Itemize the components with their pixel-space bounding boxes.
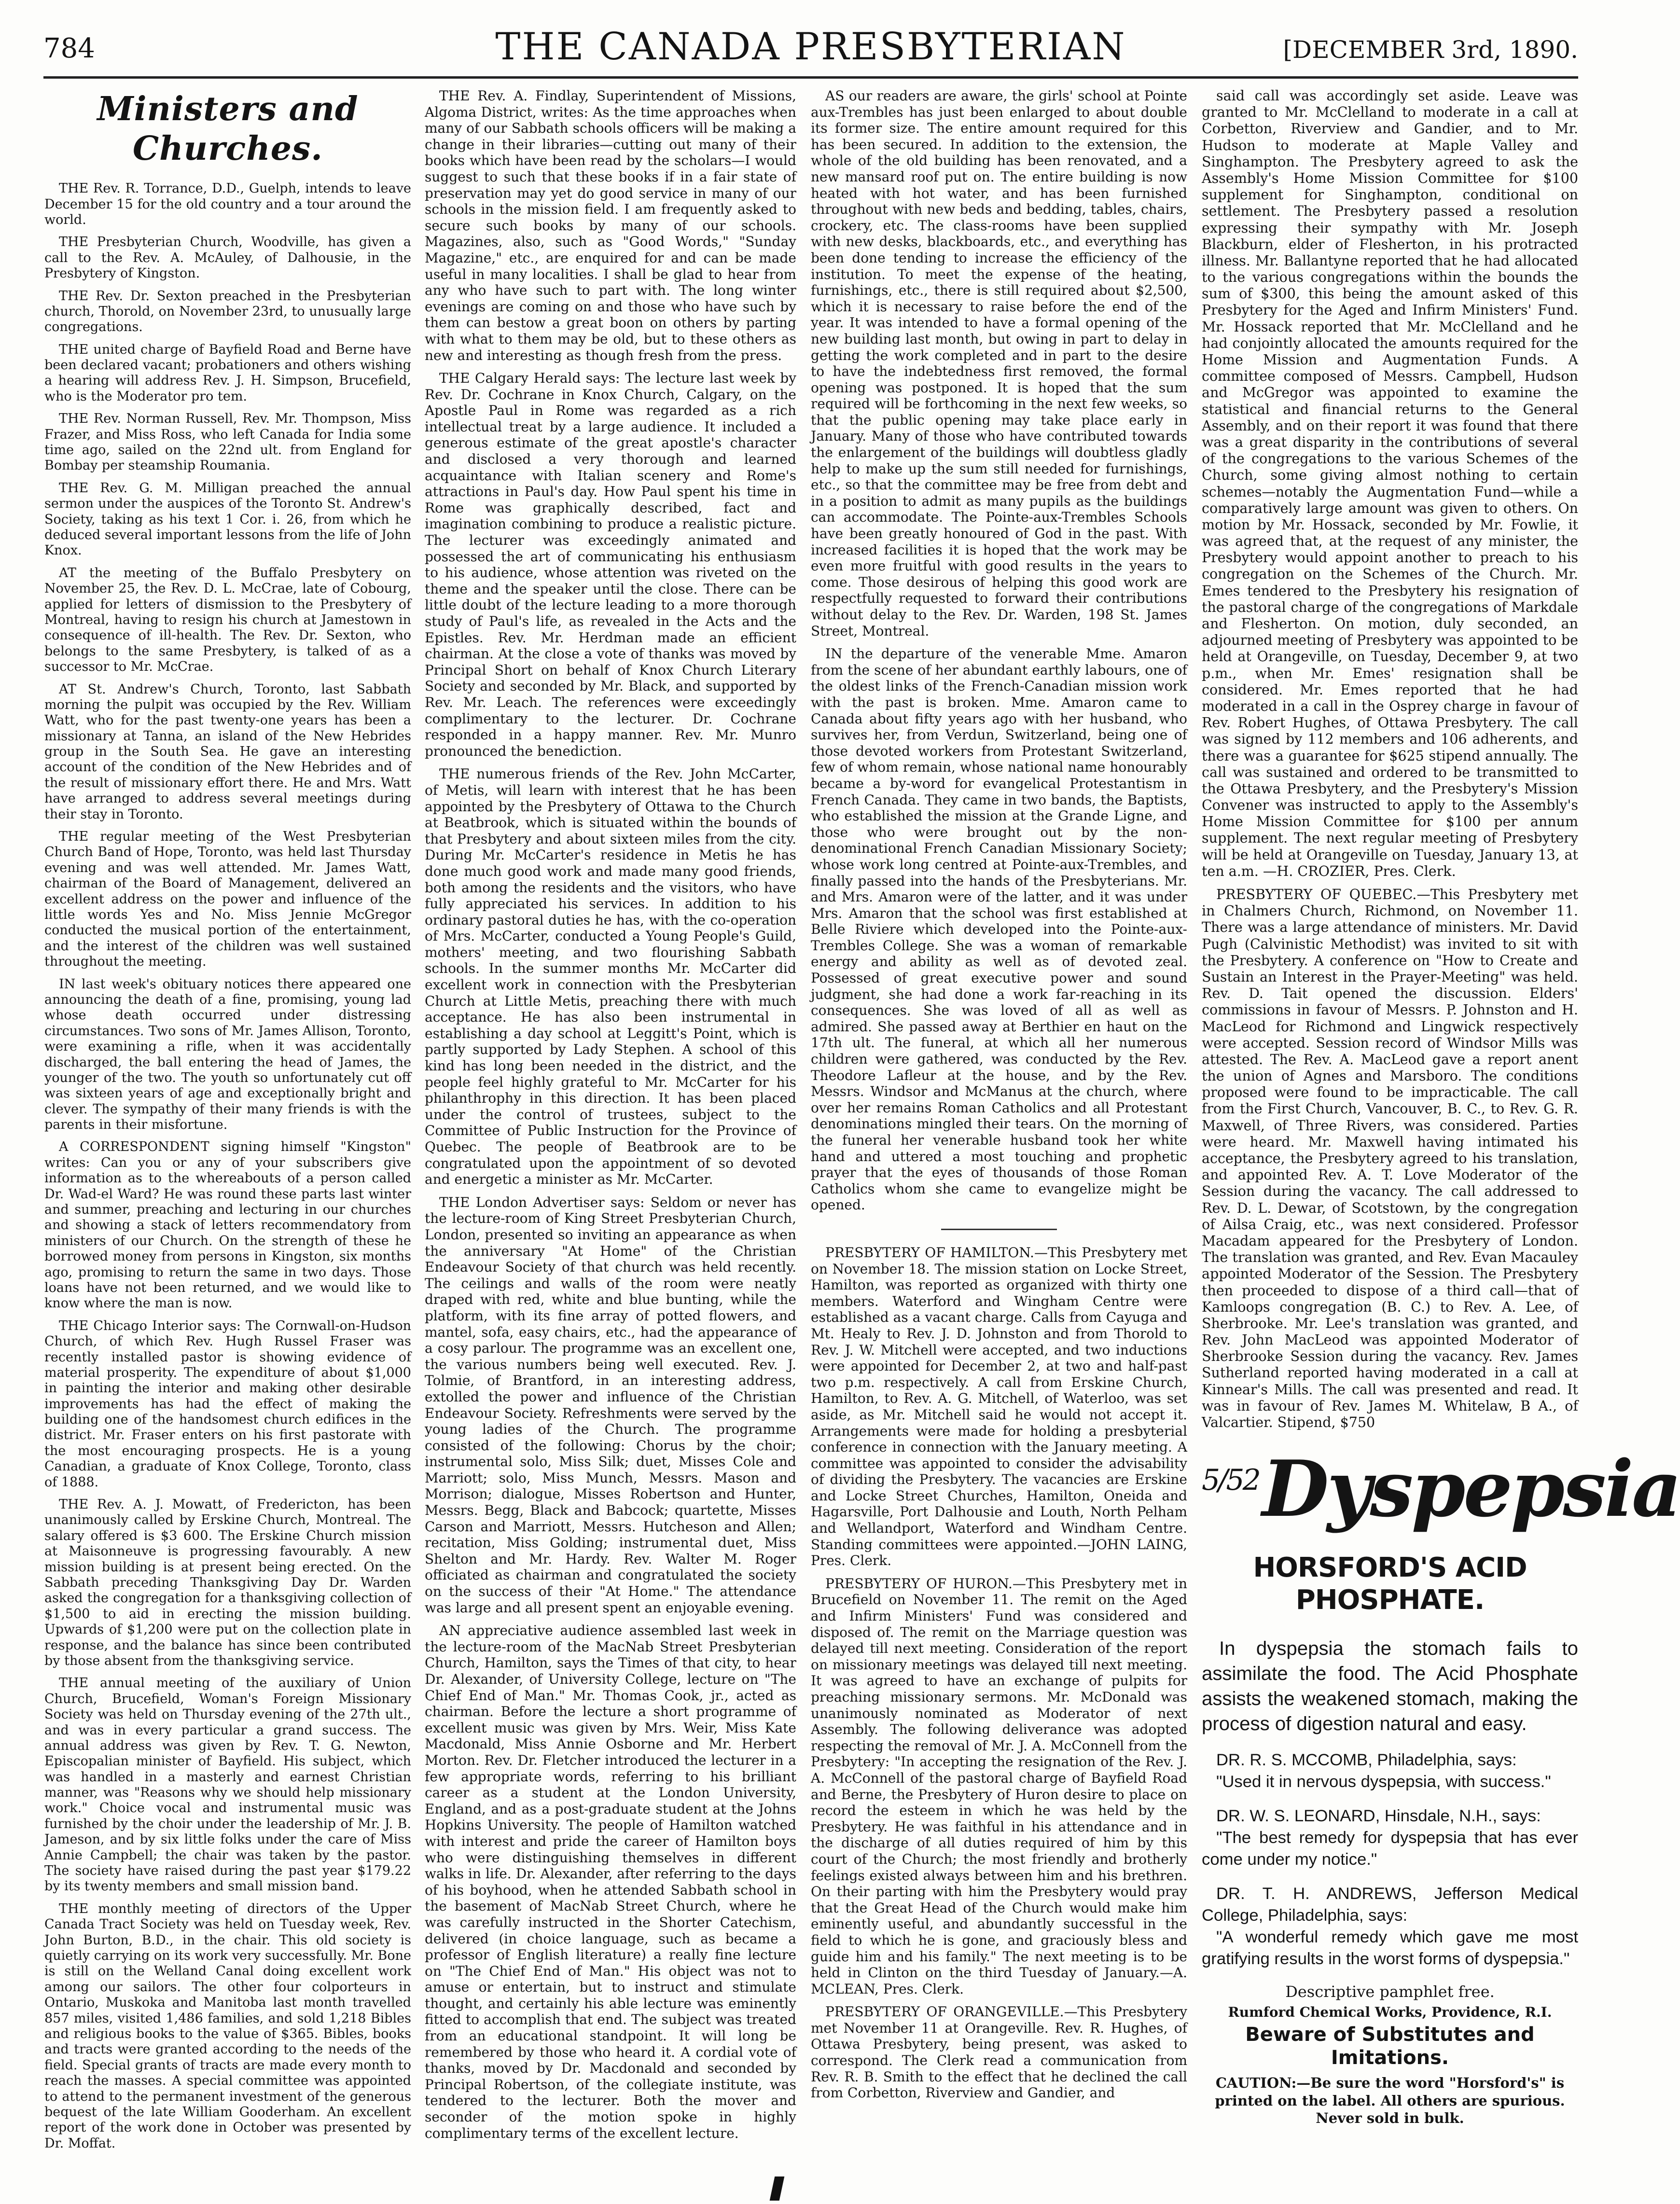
article-paragraph: THE regular meeting of the West Presbyterian Church Band of Hope, Toronto, was held last Thursday evening and was well attended. Mr. James Watt, chairman of the Board of Management, delivered an excellent address on the power and influence of the little words Yes and No. Miss Jennie McGregor conducted the musical portion of the entertainment, and the interest of the children was well sustained throughout the meeting. [44, 829, 411, 970]
ad-pamphlet-note: Descriptive pamphlet free. [1285, 1982, 1495, 2001]
newspaper-title: THE CANADA PRESBYTERIAN [495, 25, 1126, 69]
ad-testimonial-quote: "A wonderful remedy which gave me most gratifying results in the worst forms of dyspepsia." [1202, 1928, 1578, 1968]
column-4 [1202, 88, 1680, 2127]
article-paragraph: THE Calgary Herald says: The lecture last week by Rev. Dr. Cochrane in Knox Church, Calgary, on the Apostle Paul in Rome was regarded as a rich intellectual treat by a large audience. It included a generous estimate of the great apostle's character and disclosed a very thorough and learned acquaintance with Italian scenery and Rome's attractions in Paul's day. How Paul spent his time in Rome was graphically described, fact and imagination combining to produce a realistic picture. The lecturer was exceedingly animated and possessed the art of communicating his enthusiasm to his audience, whose attention was riveted on the theme and the speaker until the close. There can be little doubt of the lecture leading to a more thorough study of Paul's life, as revealed in the Acts and the Epistles. Rev. Mr. Herdman made an efficient chairman. At the close a vote of thanks was moved by Principal Short on behalf of Knox Church Literary Society and seconded by Mr. Black, and supported by Rev. Mr. Leach. The references were exceedingly complimentary to the lecturer. Dr. Cochrane responded in a happy manner. Rev. Mr. Munro pronounced the benediction. [425, 370, 796, 759]
article-paragraph: PRESBYTERY OF ORANGEVILLE.—This Presbytery met November 11 at Orangeville. Rev. R. Hughes, of Ottawa Presbytery, being present, was asked to correspond. The Clerk read a communication from Rev. R. B. Smith to the effect that he declined the call from Corbetton, Riverview and Gandier, and [811, 2004, 1187, 2101]
ad-caution-notice: CAUTION:—Be sure the word "Horsford's" is printed on the label. All others are spurious. Never sold in bulk. [1215, 2075, 1565, 2126]
article-paragraph: A CORRESPONDENT signing himself "Kingston" writes: Can you or any of your subscribers give information as to the whereabouts of a person called Dr. Wad-el Ward? He was round these parts last winter and summer, preaching and lecturing in our churches and showing a stack of letters recommendatory from ministers of our Church. On the strength of these he borrowed money from persons in Kingston, six months ago, promising to return the same in two days. Those loans have not been returned, and we would like to know where the man is now. [44, 1139, 411, 1311]
article-paragraph: THE Rev. A. J. Mowatt, of Fredericton, has been unanimously called by Erskine Church, Montreal. The salary offered is $3 600. The Erskine Church mission at Maisonneuve is progressing favourably. A new mission building is at present being erected. On the Sabbath preceding Thanksgiving Day Dr. Warden asked the congregation for a thanksgiving collection of $1,500 to aid in erecting the mission building. Upwards of $1,200 were put on the collection plate in response, and the balance has since been contributed by those absent from the thanksgiving service. [44, 1497, 411, 1668]
dyspepsia-advertisement [1202, 1443, 1680, 2127]
article-paragraph: THE monthly meeting of directors of the Upper Canada Tract Society was held on Tuesday week, Rev. John Burton, B.D., in the chair. This old society is quietly carrying on its work very successfully. Mr. Bone is still on the Welland Canal doing excellent work among our sailors. The other four colporteurs in Ontario, Muskoka and Manitoba last month travelled 857 miles, visited 1,486 families, and sold 1,218 Bibles and religious books to the value of $365. Bibles, books and tracts were granted according to the needs of the field. Special grants of tracts are made every month to reach the masses. A special committee was appointed to attend to the permanent investment of the generous bequest of the late William Gooderham. An excellent report of the work done in October was presented by Dr. Moffat. [44, 1901, 411, 2151]
ad-manufacturer: Rumford Chemical Works, Providence, R.I. [1228, 2004, 1552, 2020]
article-paragraph: THE Rev. Norman Russell, Rev. Mr. Thompson, Miss Frazer, and Miss Ross, who left Canada for India some time ago, sailed on the 22nd ult. from England for Bombay per steamship Roumania. [44, 411, 411, 473]
ad-brand: Dyspepsia [1262, 1443, 1680, 1535]
ad-beware-notice: Beware of Substitutes and Imitations. [1245, 2024, 1535, 2069]
article-paragraph: PRESBYTERY OF HURON.—This Presbytery met in Brucefield on November 11. The remit on the Aged and Infirm Ministers' Fund was considered and disposed of. The remit on the Marriage question was delayed till next meeting. Consideration of the report on missionary meetings was delayed till next meeting. It was agreed to have an exchange of pulpits for preaching missionary sermons. Mr. McDonald was unanimously nominated as Moderator of next Assembly. The following deliverance was adopted respecting the removal of Mr. J. A. McConnell from the Presbytery: "In accepting the resignation of the Rev. J. A. McConnell of the pastoral charge of Bayfield Road and Berne, the Presbytery of Huron desire to place on record the esteem in which he was held by the Presbytery. He was faithful in his attendance and in the discharge of all duties required of him by this court of the Church; the most friendly and brotherly feelings existed always between him and his brethren. On their parting with him the Presbytery would pray that the Great Head of the Church would make him eminently useful, and abundantly successful in the field to which he is gone, and graciously bless and guide him and his family." The next meeting is to be held in Clinton on the third Tuesday of January.—A. MCLEAN, Pres. Clerk. [811, 1575, 1187, 1997]
ad-testimonial-attribution: DR. W. S. LEONARD, Hinsdale, N.H., says: [1216, 1806, 1541, 1825]
section-heading: Ministers and Churches. [97, 90, 359, 168]
column-1-articles [44, 181, 411, 2151]
article-paragraph: THE united charge of Bayfield Road and Berne have been declared vacant; probationers and others wishing a hearing will address Rev. J. H. Simpson, Brucefield, who is the Moderator pro tem. [44, 342, 411, 404]
article-paragraph: THE Chicago Interior says: The Cornwall-on-Hudson Church, of which Rev. Hugh Russel Fraser was recently installed pastor is showing evidence of material prosperity. The expenditure of about $1,000 in painting the interior and making other desirable improvements has had the effect of making the building one of the handsomest church edifices in the district. Mr. Fraser enters on his first pastorate with the most encouraging prospects. He is a young Canadian, a graduate of Knox College, Toronto, class of 1888. [44, 1318, 411, 1490]
column-separator-rule [941, 1229, 1057, 1230]
ad-testimonial-quote: "Used it in nervous dyspepsia, with success." [1216, 1772, 1551, 1791]
article-paragraph: PRESBYTERY OF QUEBEC.—This Presbytery met in Chalmers Church, Richmond, on November 11. There was a large attendance of ministers. Mr. David Pugh (Calvinistic Methodist) was invited to sit with the Presbytery. A conference on "How to Create and Sustain an Interest in the Prayer-Meeting" was held. Rev. D. Tait opened the discussion. Elders' commissions in favour of Messrs. P. Johnston and H. MacLeod for Richmond and Lingwick respectively were accepted. Session record of Windsor Mills was attested. The Rev. A. MacLeod gave a report anent the union of Agnes and Marsboro. The conditions proposed were found to be impracticable. The call from the First Church, Vancouver, B. C., to Rev. G. R. Maxwell, of Three Rivers, was considered. Parties were heard. Mr. Maxwell having intimated his acceptance, the Presbytery agreed to his translation, and appointed Rev. A. T. Love Moderator of the Session during the vacancy. The call addressed to Rev. D. L. Dewar, of Scotstown, by the congregation of Ailsa Craig, etc., was next considered. Professor Macadam appeared for the Presbytery of London. The translation was granted, and Rev. Evan Macauley appointed Moderator of the Session. The Presbytery then proceeded to dispose of a third call—that of Kamloops congregation (B. C.) to Rev. A. Lee, of Sherbrooke. Mr. Lee's translation was granted, and Rev. John MacLeod was appointed Moderator of Sherbrooke Session during the vacancy. Rev. James Sutherland reported having moderated in a call at Kinnear's Mills. The call was presented and read. It was in favour of Rev. James M. Whitelaw, B A., of Valcartier. Stipend, $750 [1202, 887, 1578, 1430]
column-1 [44, 88, 411, 2158]
printer-mark [770, 2176, 785, 2201]
presbytery-reports [811, 1245, 1187, 2101]
article-paragraph: AS our readers are aware, the girls' school at Pointe aux-Trembles has just been enlarged to about double its former size. The entire amount required for this has been secured. In addition to the extension, the whole of the old building has been renovated, and a new mansard roof put on. The entire building is now heated with hot water, and has been furnished throughout with new beds and bedding, tables, chairs, crockery, etc. The class-rooms have been supplied with new desks, blackboards, etc., and everything has been done tending to increase the efficiency of the institution. To meet the expense of the heating, furnishings, etc., there is still required about $2,500, which it is necessary to raise before the end of the year. It was intended to have a formal opening of the new building last month, but owing in part to delay in getting the work completed and in part to the desire to have the indebtedness first removed, the formal opening was postponed. It is hoped that the sum required will be forthcoming in the next few weeks, so that the public opening may take place early in January. Many of those who have contributed towards the enlargement of the buildings will doubtless gladly help to make up the sum still needed for furnishings, etc., so that the committee may be free from debt and in a position to admit as many pupils as the buildings can accommodate. The Pointe-aux-Trembles Schools have been greatly honoured of God in the past. With increased facilities it is hoped that the work may be even more fruitful with good results in the years to come. Those desirous of helping this good work are respectfully requested to forward their contributions without delay to the Rev. Dr. Warden, 198 St. James Street, Montreal. [811, 88, 1187, 639]
article-paragraph: THE annual meeting of the auxiliary of Union Church, Brucefield, Woman's Foreign Missionary Society was held on Thursday evening of the 27th ult., and was in every particular a grand success. The annual address was given by Rev. T. G. Newton, Episcopalian minister of Bayfield. His subject, which was handled in a masterly and earnest Christian manner, was "Reasons why we should help missionary work." Choice vocal and instrumental music was furnished by the choir under the leadership of Mr. J. B. Jameson, and by six little folks under the care of Miss Annie Campbell; the chair was taken by the pastor. The society have raised during the past year $179.22 by its twenty members and small mission band. [44, 1676, 411, 1894]
article-paragraph: IN the departure of the venerable Mme. Amaron from the scene of her abundant earthly labours, one of the oldest links of the French-Canadian mission work with the past is broken. Mme. Amaron came to Canada about fifty years ago with her husband, who survives her, from Verdun, Switzerland, being one of those devoted workers from Protestant Switzerland, few of whom remain, whose national name honourably became a by-word for evangelical Protestantism in French Canada. They came in two bands, the Baptists, who established the mission at the Grande Ligne, and those who were brought out by the non-denominational French Canadian Missionary Society; whose work long centred at Pointe-aux-Trembles, and finally passed into the hands of the Presbyterians. Mr. and Mrs. Amaron were of the latter, and it was under Mrs. Amaron that the school was first established at Belle Riviere which developed into the Pointe-aux-Trembles College. She was a woman of remarkable energy and ability as well as of devoted zeal. Possessed of great executive power and sound judgment, she had done a work far-reaching in its consequences. She was loved of all as well as admired. She passed away at Berthier en haut on the 17th ult. The funeral, at which all her numerous children were gathered, was conducted by the Rev. Theodore Lafleur at the house, and by the Rev. Messrs. Windsor and McManus at the church, where over her remains Roman Catholics and all Protestant denominations mingled their tears. On the morning of the funeral her venerable husband took her white hand and uttered a most touching and prophetic prayer that the eyes of thousands of those Roman Catholics whom she came to evangelize might be opened. [811, 646, 1187, 1213]
column-3-articles [811, 88, 1187, 1213]
article-paragraph: THE London Advertiser says: Seldom or never has the lecture-room of King Street Presbyterian Church, London, presented so inviting an appearance as when the anniversary "At Home" of the Christian Endeavour Society of that church was held recently. The ceilings and walls of the room were neatly draped with red, white and blue bunting, while the platform, with its fine array of potted flowers, and mantel, sofa, easy chairs, etc., had the appearance of a cosy parlour. The programme was an excellent one, the various numbers being well executed. Rev. J. Tolmie, of Brantford, in an interesting address, extolled the power and influence of the Christian Endeavour Society. Refreshments were served by the young ladies of the Church. The programme consisted of the following: Chorus by the choir; instrumental solo, Miss Silk; duet, Misses Cole and Marriott; solo, Miss Munch, Messrs. Mason and Morrison; dialogue, Misses Robertson and Hunter, Messrs. Begg, Black and Babcock; quartette, Misses Carson and Marriott, Messrs. Hutcheson and Allen; recitation, Miss Golding; instrumental duet, Miss Shelton and Mr. Hardy. Rev. Walter M. Roger officiated as chairman and congratulated the society on the success of their "At Home." The attendance was large and all present spent an enjoyable evening. [425, 1194, 796, 1616]
column-3 [811, 88, 1187, 2108]
ad-brand-mark [1202, 1443, 1680, 1535]
article-paragraph: THE Rev. G. M. Milligan preached the annual sermon under the auspices of the Toronto St. Andrew's Society, taking as his text 1 Cor. i. 26, from which he deduced several important lessons from the life of John Knox. [44, 480, 411, 558]
column-2-articles [425, 88, 796, 2141]
ad-testimonial-quote: "The best remedy for dyspepsia that has ever come under my notice." [1202, 1828, 1578, 1869]
article-paragraph: THE numerous friends of the Rev. John McCarter, of Metis, will learn with interest that he has been appointed by the Presbytery of Ottawa to the Church at Beatbrook, which is situated within the bounds of that Presbytery and about sixteen miles from the city. During Mr. McCarter's residence in Metis he has done much good work and made many good friends, both among the residents and the visitors, who have fully appreciated his services. In addition to his ordinary pastoral duties he has, with the co-operation of Mrs. McCarter, conducted a Young People's Guild, mothers' meeting, and two flourishing Sabbath schools. In the summer months Mr. McCarter did excellent work in connection with the Presbyterian Church at Little Metis, preaching there with much acceptance. He has also been instrumental in establishing a day school at Leggitt's Point, which is partly supported by Lady Stephen. A school of this kind has long been needed in the district, and the people feel highly grateful to Mr. McCarter for his philanthrophy in this direction. It has been placed under the control of trustees, subject to the Committee of Public Instruction for the Province of Quebec. The people of Beatbrook are to be congratulated upon the appointment of so devoted and energetic a minister as Mr. McCarter. [425, 766, 796, 1188]
article-paragraph: AT St. Andrew's Church, Toronto, last Sabbath morning the pulpit was occupied by the Rev. William Watt, who for the past twenty-one years has been a missionary at Tanna, an island of the New Hebrides group in the South Sea. He gave an interesting account of the condition of the New Hebrides and of the result of missionary effort there. He and Mrs. Watt have arranged to address several meetings during their stay in Toronto. [44, 681, 411, 822]
article-paragraph: IN last week's obituary notices there appeared one announcing the death of a fine, promising, young lad whose death occurred under distressing circumstances. Two sons of Mr. James Allison, Toronto, were examining a rifle, when it was accidentally discharged, the ball entering the head of James, the younger of the two. The youth so unfortunately cut off was sixteen years of age and exceptionally bright and clever. The sympathy of their many friends is with the parents in their misfortune. [44, 976, 411, 1133]
article-paragraph: THE Rev. R. Torrance, D.D., Guelph, intends to leave December 15 for the old country and a tour around the world. [44, 181, 411, 227]
issue-date: [DECEMBER 3rd, 1890. [1283, 36, 1578, 64]
column-2 [425, 88, 796, 2148]
ad-product-name: HORSFORD'S ACID PHOSPHATE. [1253, 1552, 1527, 1616]
column-4-articles [1202, 88, 1578, 1431]
masthead-rule [43, 76, 1578, 79]
ad-ref-number: 5/52 [1202, 1463, 1259, 1497]
page-number: 784 [43, 33, 95, 64]
article-paragraph: THE Rev. A. Findlay, Superintendent of Missions, Algoma District, writes: As the time approaches when many of our Sabbath schools officers will be making a change in their libraries—cutting out many of their books which have been read by the scholars—I would suggest to such that these books if in a fair state of preservation may yet do good service in many of our schools in the mission field. I am frequently asked to secure such books by many of our schools. Magazines, also, such as "Good Words," "Sunday Magazine," etc., are enquired for and can be made useful in many localities. I shall be glad to hear from any who have such to part with. The long winter evenings are coming on and those who have such by them can bestow a great boon on others by parting with what to them may be old, but to these others as new and interesting as though fresh from the press. [425, 88, 796, 363]
masthead [43, 19, 1578, 77]
ad-testimonial-attribution: DR. T. H. ANDREWS, Jefferson Medical College, Philadelphia, says: [1202, 1885, 1578, 1925]
ad-lead-text: In dyspepsia the stomach fails to assimilate the food. The Acid Phosphate assists the weakened stomach, making the process of digestion natural and easy. [1202, 1637, 1578, 1735]
article-paragraph: THE Presbyterian Church, Woodville, has given a call to the Rev. A. McAuley, of Dalhousie, in the Presbytery of Kingston. [44, 235, 411, 281]
article-paragraph: AN appreciative audience assembled last week in the lecture-room of the MacNab Street Presbyterian Church, Hamilton, says the Times of that city, to hear Dr. Alexander, of University College, lecture on "The Chief End of Man." Mr. Thomas Cook, jr., acted as chairman. Before the lecture a short programme of excellent music was given by Mrs. Weir, Miss Kate Macdonald, Miss Annie Osborne and Mr. Herbert Morton. Rev. Dr. Fletcher introduced the lecturer in a few appropriate words, referring to his brilliant career as a student at the London University, England, and as a post-graduate student at the Johns Hopkins University. The people of Hamilton watched with interest and pride the career of Hamilton boys who were distinguishing themselves in different walks in life. Dr. Alexander, after referring to the days of his boyhood, when he attended Sabbath school in the basement of MacNab Street Church, where he was carefully instructed in the Shorter Catechism, delivered (in choice language, such as became a professor of English literature) a really fine lecture on "The Chief End of Man." His object was not to amuse or entertain, but to instruct and stimulate thought, and certainly his able lecture was eminently fitted to accomplish that end. The subject was treated from an educational standpoint. It will long be remembered by those who heard it. A cordial vote of thanks, moved by Dr. Macdonald and seconded by Principal Robertson, of the collegiate institute, was tendered to the lecturer. Both the mover and seconder of the motion spoke in highly complimentary terms of the excellent lecture. [425, 1622, 796, 2141]
article-paragraph: said call was accordingly set aside. Leave was granted to Mr. McClelland to moderate in a call at Corbetton, Riverview and Gandier, and to Mr. Hudson to moderate at Maple Valley and Singhampton. The Presbytery agreed to ask the Assembly's Home Mission Committee for $100 supplement for Singhampton, conditional on settlement. The Presbytery passed a resolution expressing their sympathy with Mr. Joseph Blackburn, elder of Flesherton, in his protracted illness. Mr. Ballantyne reported that he had allocated to the various congregations within the bounds the sum of $300, this being the amount asked of this Presbytery for the Aged and Infirm Ministers' Fund. Mr. Hossack reported that Mr. McClelland and he had conjointly allocated the amounts required for the Home Mission and Augmentation Funds. A committee composed of Messrs. Campbell, Hudson and McGregor was appointed to examine the statistical and financial returns to the General Assembly, and on their report it was found that there was a great disparity in the contributions of several of the congregations to the various Schemes of the Church, some giving almost nothing to certain schemes—notably the Augmentation Fund—while a comparatively large amount was given to others. On motion by Mr. Hossack, seconded by Mr. Fowlie, it was agreed that, at the request of any minister, the Presbytery would appoint another to preach to his congregation on the Schemes of the Church. Mr. Emes tendered to the Presbytery his resignation of the pastoral charge of the congregations of Markdale and Flesherton. On motion, duly seconded, an adjourned meeting of Presbytery was appointed to be held at Orangeville, on Tuesday, December 9, at two p.m., when Mr. Emes' resignation shall be considered. Mr. Emes reported that he had moderated in a call in the Osprey charge in favour of Rev. Robert Hughes, of Ottawa Presbytery. The call was signed by 112 members and 106 adherents, and there was a guarantee for $625 stipend annually. The call was sustained and ordered to be transmitted to the Ottawa Presbytery, and the Presbytery's Mission Convener was instructed to apply to the Assembly's Home Mission Committee for $100 per annum supplement. The next regular meeting of Presbytery will be held at Orangeville on Tuesday, January 13, at ten a.m. —H. CROZIER, Pres. Clerk. [1202, 88, 1578, 879]
article-paragraph: PRESBYTERY OF HAMILTON.—This Presbytery met on November 18. The mission station on Locke Street, Hamilton, was reported as organized with thirty one members. Waterford and Wingham Centre were established as a vacant charge. Calls from Cayuga and Mt. Healy to Rev. J. D. Johnston and from Thorold to Rev. J. W. Mitchell were accepted, and two inductions were appointed for December 2, at two and half-past two p.m. respectively. A call from Erskine Church, Hamilton, to Rev. A. G. Mitchell, of Waterloo, was set aside, as Mr. Mitchell said he would not accept it. Arrangements were made for holding a presbyterial conference in connection with the January meeting. A committee was appointed to consider the advisability of dividing the Presbytery. The vacancies are Erskine and Locke Street Churches, Hamilton, Oneida and Hagarsville, Port Dalhousie and Louth, North Pelham and Wellandport, Waterford and Windham Centre. Standing committees were appointed.—JOHN LAING, Pres. Clerk. [811, 1244, 1187, 1569]
article-paragraph: THE Rev. Dr. Sexton preached in the Presbyterian church, Thorold, on November 23rd, to unusually large congregations. [44, 288, 411, 335]
article-paragraph: AT the meeting of the Buffalo Presbytery on November 25, the Rev. D. L. McCrae, late of Cobourg, applied for letters of dismission to the Presbytery of Montreal, having to resign his church at Jamestown in consequence of ill-health. The Rev. Dr. Sexton, who belongs to the same Presbytery, is talked of as a successor to Mr. McCrae. [44, 565, 411, 675]
ad-testimonial-attribution: DR. R. S. MCCOMB, Philadelphia, says: [1216, 1750, 1517, 1769]
